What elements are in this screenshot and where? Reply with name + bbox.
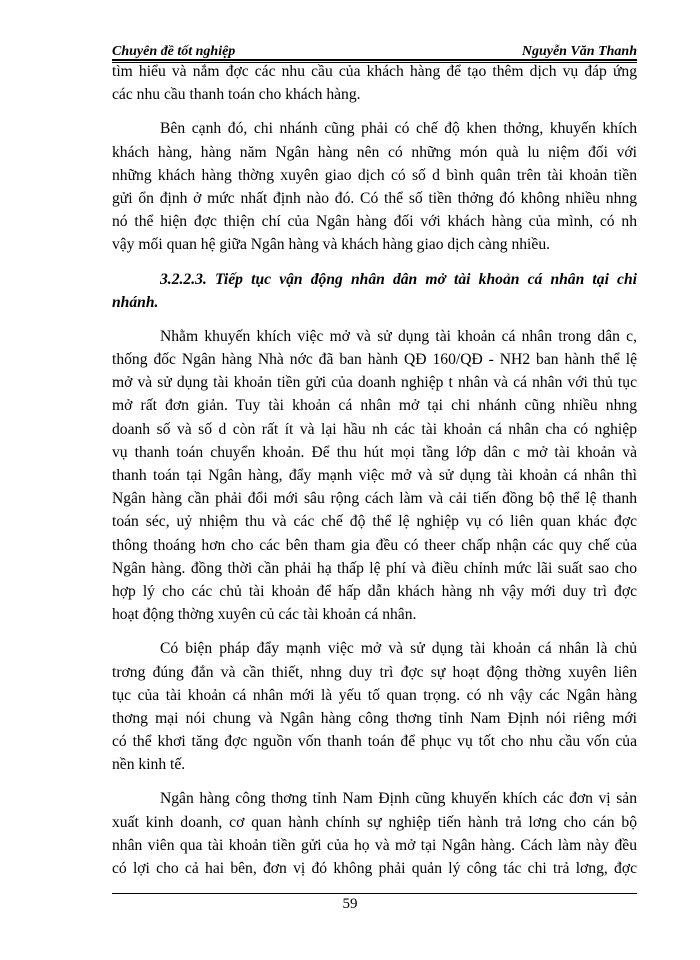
text-line: các nhu cầu thanh toán cho khách hàng.	[112, 86, 361, 104]
text-line: thơng mại nói chung và Ngân hàng công thơng tỉnh Nam Định nói riêng mới	[112, 709, 637, 727]
text-line: thống đốc Ngân hàng Nhà nớc đã ban hành QĐ 160/QĐ - NH2 ban hành thể lệ	[112, 351, 637, 369]
paragraph	[112, 787, 637, 880]
paragraph	[112, 60, 637, 106]
text-line: khách hàng, hàng năm Ngân hàng nên có những món quà lu niệm đối với	[112, 143, 637, 161]
text-line: thanh toán tại Ngân hàng, đẩy mạnh việc mở và sử dụng tài khoản cá nhân thì	[112, 467, 637, 484]
text-line: Ngân hàng. đồng thời cần phải hạ thấp lệ phí và điều chỉnh mức lãi suất sao cho	[112, 559, 637, 577]
text-line: Bên cạnh đó, chi nhánh cũng phải có chế độ khen thởng, khuyến khích	[160, 120, 637, 138]
text-line: toán séc, uỷ nhiệm thu và các chế độ thể lệ nghiệp vụ có liên quan khác đợc	[112, 513, 637, 531]
paragraph	[112, 117, 637, 256]
text-line: nền kinh tế.	[112, 756, 186, 774]
text-line: trơng đúng đắn và cần thiết, nhng duy trì đợc sự hoạt động thờng xuyên liên	[112, 663, 637, 681]
text-line: vụ thanh toán chuyển khoản. Để thu hút mọi tầng lớp dân c mở tài khoản và	[112, 443, 637, 461]
text-line: Ngân hàng cần phải đổi mới sâu rộng cách làm và cải tiến đồng bộ thể lệ thanh	[112, 490, 637, 508]
text-line: có thể khơi tăng đợc nguồn vốn thanh toán để phục vụ tốt cho nhu cầu vốn của	[112, 733, 637, 751]
paragraph	[112, 637, 637, 776]
text-line: mở và sử dụng tài khoản tiền gửi của doanh nghiệp t nhân và cá nhân với thủ tục	[112, 374, 637, 392]
text-line: 3.2.2.3. Tiếp tục vận động nhân dân mở tài khoản cá nhân tại chi	[160, 270, 637, 288]
text-line: nhánh.	[112, 293, 159, 311]
text-line: có lợi cho cả hai bên, đơn vị đó không phải quản lý công tác chi trả lơng, đợc	[112, 860, 637, 877]
page-number: 59	[342, 896, 358, 912]
text-line: doanh số và số d còn rất ít và lại hầu nh các tài khoản cá nhân cha có nghiệp	[112, 420, 637, 438]
header-title: Chuyên đề tốt nghiệp	[112, 44, 236, 59]
body-text	[112, 60, 637, 880]
text-line: tìm hiểu và nắm đợc các nhu cầu của khách hàng để tạo thêm dịch vụ đáp ứng	[112, 63, 637, 80]
footer-rule	[112, 893, 637, 894]
section-heading	[112, 268, 637, 314]
text-line: nó thể hiện đợc thiện chí của Ngân hàng đối với khách hàng của mình, có nh	[112, 213, 637, 231]
running-header	[112, 44, 637, 60]
header-author: Nguyễn Văn Thanh	[521, 44, 637, 59]
text-line: Ngân hàng công thơng tỉnh Nam Định cũng khuyến khích các đơn vị sản	[160, 790, 637, 808]
text-line: xuất kinh doanh, cơ quan hành chính sự nghiệp tiến hành trả lơng cho cán bộ	[112, 813, 637, 831]
paragraph	[112, 325, 637, 626]
text-line: nhân viên qua tài khoản tiền gửi của họ và mở tại Ngân hàng. Cách làm này đều	[112, 836, 637, 854]
text-line: hợp lý cho các chủ tài khoản để hấp dẫn khách hàng nh vậy mới duy trì đợc	[112, 582, 637, 600]
text-line: những khách hàng thờng xuyên giao dịch có số d bình quân trên tài khoản tiền	[112, 166, 637, 184]
text-line: Nhằm khuyến khích việc mở và sử dụng tài khoản cá nhân trong dân c,	[160, 327, 637, 345]
text-line: tục của tài khoản cá nhân mới là yếu tố quan trọng. có nh vậy các Ngân hàng	[112, 686, 637, 704]
text-line: vậy mối quan hệ giữa Ngân hàng và khách hàng giao dịch càng nhiều.	[112, 236, 551, 254]
text-line: thông thoáng hơn cho các bên tham gia đều có theer chấp nhận các quy chế của	[112, 536, 637, 554]
text-line: Có biện pháp đẩy mạnh việc mở và sử dụng tài khoản cá nhân là chủ	[160, 640, 637, 658]
text-line: mở rất đơn giản. Tuy tài khoản cá nhân mở tại chi nhánh cũng nhiều nhng	[112, 397, 637, 415]
text-line: gửi ổn định ở mức nhất định nào đó. Có thể số tiền thởng đó không nhiều nhng	[112, 189, 637, 207]
text-line: hoạt động thờng xuyên củ các tài khoản cá nhân.	[112, 606, 417, 624]
